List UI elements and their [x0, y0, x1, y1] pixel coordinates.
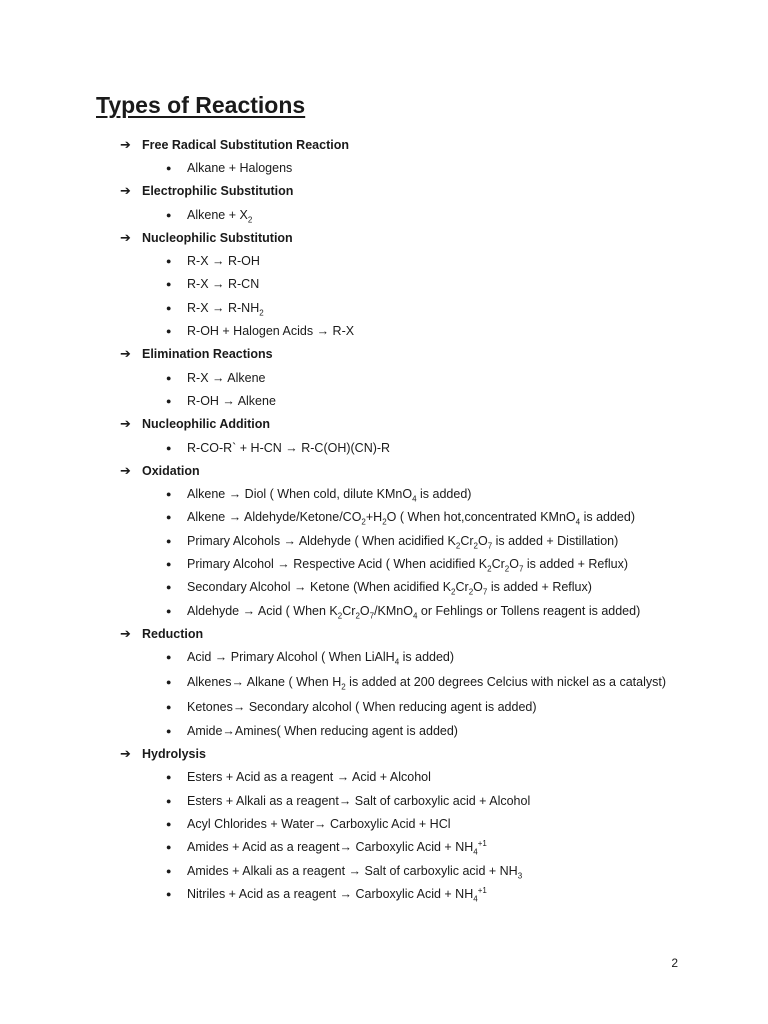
- list-item: [0, 552, 768, 575]
- list-item-text: Esters + Acid as a reagent → Acid + Alcohol: [187, 770, 431, 785]
- section-heading-elimination-reactions: [0, 343, 768, 366]
- list-item-text: Esters + Alkali as a reagent→ Salt of carboxylic acid + Alcohol: [187, 793, 531, 808]
- section-heading-electrophilic-substitution: [0, 180, 768, 203]
- bullet-icon: ●: [166, 372, 172, 383]
- bullet-icon: ●: [166, 489, 172, 500]
- list-item: [0, 812, 768, 835]
- list-item-text: Ketones→ Secondary alcohol ( When reducing agent is added): [187, 700, 537, 715]
- bullet-icon: ●: [166, 558, 172, 569]
- section-heading-label: Elimination Reactions: [142, 347, 273, 362]
- bullet-icon: ●: [166, 677, 172, 688]
- section-heading-label: Reduction: [142, 626, 204, 641]
- bullet-icon: ●: [166, 395, 172, 406]
- list-item-text: R-OH + Halogen Acids → R-X: [187, 324, 355, 339]
- section-heading-label: Electrophilic Substitution: [142, 184, 294, 199]
- list-item-text: R-X → R-CN: [187, 277, 260, 292]
- list-item-text: R-CO-R` + H-CN → R-C(OH)(CN)-R: [187, 440, 391, 455]
- bullet-icon: ●: [166, 702, 172, 713]
- bullet-icon: ●: [166, 512, 172, 523]
- list-item: [0, 506, 768, 529]
- list-item: [0, 156, 768, 179]
- list-item: [0, 529, 768, 552]
- list-item: [0, 766, 768, 789]
- bullet-icon: ●: [166, 279, 172, 290]
- list-item-text: Amides + Alkali as a reagent → Salt of carboxylic acid + $NH_3$: [187, 863, 523, 881]
- list-item: [0, 203, 768, 226]
- bullet-icon: ●: [166, 209, 172, 220]
- arrow-bullet-icon: ➔: [120, 416, 131, 432]
- bullet-icon: ●: [166, 888, 172, 899]
- arrow-bullet-icon: ➔: [120, 183, 131, 199]
- list-item-text: Primary Alcohols → Aldehyde ( When acidified $K_2Cr_2O_7$ is added + Distillation): [187, 533, 619, 551]
- reaction-list: [0, 133, 768, 906]
- list-item-text: Alkenes→ Alkane ( When $H_2$ is added at 200 degrees Celcius with nickel as a catalyst): [187, 675, 667, 692]
- section-heading-hydrolysis: [0, 742, 768, 765]
- list-item-text: Nitriles + Acid as a reagent → Carboxylic Acid + $NH_4^{+1}$: [187, 885, 487, 904]
- arrow-bullet-icon: ➔: [120, 625, 131, 641]
- section-heading-label: Nucleophilic Substitution: [142, 230, 293, 245]
- list-item: [0, 436, 768, 459]
- list-item: [0, 669, 768, 696]
- list-item: [0, 719, 768, 742]
- list-item-text: Secondary Alcohol → Ketone (When acidified $K_2Cr_2O_7$ is added + Reflux): [187, 580, 592, 597]
- list-item: [0, 296, 768, 319]
- bullet-icon: ●: [166, 818, 172, 829]
- list-item: [0, 319, 768, 342]
- bullet-icon: ●: [166, 582, 172, 593]
- list-item: [0, 249, 768, 272]
- bullet-icon: ●: [166, 725, 172, 736]
- list-item-text: Acyl Chlorides + Water→ Carboxylic Acid + HCl: [187, 816, 451, 831]
- list-item: [0, 696, 768, 719]
- list-item-text: Amide→Amines( When reducing agent is added): [187, 723, 458, 738]
- bullet-icon: ●: [166, 442, 172, 453]
- bullet-icon: ●: [166, 256, 172, 267]
- list-item: [0, 576, 768, 599]
- list-item-text: $R-X \to R-NH_2$: [187, 300, 264, 318]
- bullet-icon: ●: [166, 326, 172, 337]
- page-number: 2: [671, 956, 678, 970]
- list-item: [0, 789, 768, 812]
- list-item-text: Alkene + $X_2$: [187, 207, 253, 225]
- bullet-icon: ●: [166, 772, 172, 783]
- section-heading-nucleophilic-addition: [0, 413, 768, 436]
- arrow-bullet-icon: ➔: [120, 229, 131, 245]
- list-item: [0, 882, 768, 905]
- arrow-bullet-icon: ➔: [120, 136, 131, 152]
- arrow-bullet-icon: ➔: [120, 746, 131, 762]
- list-item: [0, 646, 768, 669]
- list-item-text: R-OH → Alkene: [187, 393, 276, 408]
- list-item: [0, 273, 768, 296]
- list-item: [0, 482, 768, 505]
- bullet-icon: ●: [166, 162, 172, 173]
- list-item-text: R-X → R-OH: [187, 254, 260, 269]
- bullet-icon: ●: [166, 652, 172, 663]
- list-item-text: Alkene → Aldehyde/$Ketone/CO_2+H_2O$ ( When hot,concentrated KMnO$_4$ is added): [187, 510, 635, 527]
- list-item: [0, 366, 768, 389]
- list-item-text: Aldehyde → Acid ( When $K_2Cr_2O_7/KMnO_4$ or Fehlings or Tollens reagent is added): [187, 603, 641, 621]
- section-heading-oxidation: [0, 459, 768, 482]
- bullet-icon: ●: [166, 842, 172, 853]
- list-item-text: Primary Alcohol → Respective Acid ( When acidified $K_2Cr_2O_7$ is added + Reflux): [187, 556, 628, 574]
- list-item-text: Alkene → Diol ( When cold, dilute KMnO$_4$ is added): [187, 487, 472, 504]
- bullet-icon: ●: [166, 302, 172, 313]
- list-item: [0, 389, 768, 412]
- section-heading-free-radical-substitution: [0, 133, 768, 156]
- section-heading-label: Oxidation: [142, 463, 200, 478]
- list-item-text: Amides + Acid as a reagent→ Carboxylic Acid + $NH_4^{+1}$: [187, 839, 487, 857]
- section-heading-label: Nucleophilic Addition: [142, 417, 271, 432]
- arrow-bullet-icon: ➔: [120, 346, 131, 362]
- section-heading-label: Free Radical Substitution Reaction: [142, 137, 349, 152]
- bullet-icon: ●: [166, 865, 172, 876]
- list-item-text: R-X → Alkene: [187, 370, 266, 385]
- list-item: [0, 836, 768, 859]
- list-item: [0, 859, 768, 882]
- section-heading-reduction: [0, 622, 768, 645]
- list-item-text: Alkane + Halogens: [187, 160, 293, 175]
- arrow-bullet-icon: ➔: [120, 462, 131, 478]
- section-heading-label: Hydrolysis: [142, 747, 206, 762]
- section-heading-nucleophilic-substitution: [0, 226, 768, 249]
- page-title: Types of Reactions: [96, 92, 306, 118]
- bullet-icon: ●: [166, 535, 172, 546]
- bullet-icon: ●: [166, 795, 172, 806]
- bullet-icon: ●: [166, 605, 172, 616]
- list-item-text: Acid → Primary Alcohol ( When LiAlH$_4$ is added): [187, 650, 455, 667]
- list-item: [0, 599, 768, 622]
